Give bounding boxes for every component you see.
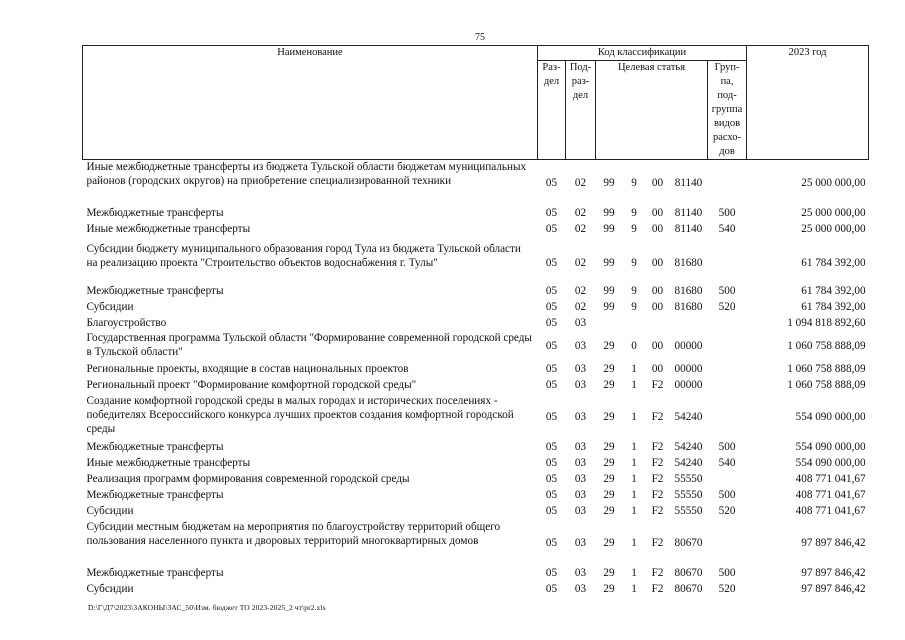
row-article-program: 29: [603, 410, 615, 423]
row-article-event: 00: [651, 362, 664, 375]
row-article-subprogram: 9: [631, 256, 637, 269]
row-amount: 25 000 000,00: [801, 222, 866, 235]
table-row: [83, 520, 869, 566]
table-row: [83, 456, 869, 472]
row-name: Государственная программа Тульской области "Формирование современной городской среды в Тульской области": [86, 331, 532, 358]
row-article-event: F2: [651, 472, 664, 485]
table-row: [83, 488, 869, 504]
row-article-event: F2: [651, 378, 664, 391]
table-row: [83, 316, 869, 331]
row-name: Региональные проекты, входящие в состав национальных проектов: [86, 362, 409, 375]
header-classification: Код классификации: [538, 46, 747, 61]
row-name: Межбюджетные трансферты: [86, 440, 224, 453]
row-amount: 1 060 758 888,09: [787, 362, 866, 375]
row-article-subprogram: [623, 316, 646, 331]
row-expense-group: 540: [718, 456, 736, 469]
row-article-direction: [670, 316, 708, 331]
row-expense-group: 540: [718, 222, 736, 235]
row-article-event: 00: [651, 206, 664, 219]
row-subsection: 03: [574, 582, 587, 595]
row-article-subprogram: 1: [631, 440, 637, 453]
row-subsection: 02: [574, 300, 587, 313]
row-subsection: 03: [574, 504, 587, 517]
row-name: Иные межбюджетные трансферты: [86, 456, 251, 469]
row-expense-group: [708, 160, 747, 206]
row-article-event: F2: [651, 456, 664, 469]
row-section: 05: [545, 316, 558, 329]
row-expense-group: [708, 394, 747, 440]
row-name: Межбюджетные трансферты: [86, 284, 224, 297]
header-expense-group: Груп- па, под- группа видов расхо- дов: [708, 61, 747, 160]
row-article-direction: 54240: [674, 440, 703, 453]
row-article-direction: 00000: [674, 362, 703, 375]
row-amount: 97 897 846,42: [801, 536, 866, 549]
row-amount: 1 060 758 888,09: [787, 378, 866, 391]
row-article-event: 00: [651, 222, 664, 235]
row-article-direction: 81140: [674, 176, 703, 189]
row-article-program: [596, 316, 623, 331]
row-article-program: 99: [603, 300, 615, 313]
table-row: [83, 504, 869, 520]
row-amount: 25 000 000,00: [801, 206, 866, 219]
row-section: 05: [545, 582, 558, 595]
page-number: 75: [475, 32, 485, 43]
row-name: Иные межбюджетные трансферты из бюджета Тульской области бюджетам муниципальных районов (городских округов) на приобретение специализированной техники: [86, 161, 527, 187]
row-article-subprogram: 1: [631, 488, 637, 501]
row-article-program: 29: [603, 362, 615, 375]
row-subsection: 03: [574, 536, 587, 549]
row-expense-group: 500: [718, 206, 736, 219]
table-row: [83, 440, 869, 456]
row-subsection: 02: [574, 256, 587, 269]
row-article-program: 29: [603, 378, 615, 391]
row-expense-group: [708, 472, 747, 488]
row-section: 05: [545, 410, 558, 423]
row-amount: 25 000 000,00: [801, 176, 866, 189]
row-amount: 61 784 392,00: [801, 256, 866, 269]
row-article-direction: 81680: [674, 284, 703, 297]
row-subsection: 02: [574, 284, 587, 297]
row-subsection: 03: [574, 440, 587, 453]
row-article-subprogram: 1: [631, 378, 637, 391]
row-article-event: 00: [651, 340, 664, 352]
row-amount: 554 090 000,00: [795, 440, 866, 453]
row-amount: 554 090 000,00: [795, 456, 866, 469]
row-section: 05: [545, 340, 558, 352]
row-amount: 61 784 392,00: [801, 284, 866, 297]
row-name: Субсидии местным бюджетам на мероприятия по благоустройству территорий общего пользования населенного пункта и дворовых территорий многоквартирных домов: [86, 520, 501, 547]
row-name: Субсидии бюджету муниципального образования город Тула из бюджета Тульской области на реализацию проекта "Строительство объектов водоснабжения г. Тулы": [86, 242, 521, 269]
budget-table: [82, 45, 869, 598]
row-article-program: 29: [603, 456, 615, 469]
row-subsection: 03: [574, 410, 587, 423]
row-article-direction: 81680: [674, 300, 703, 313]
row-article-event: F2: [651, 536, 664, 549]
row-article-program: 29: [603, 504, 615, 517]
row-article-program: 29: [603, 340, 615, 352]
row-article-event: 00: [651, 284, 664, 297]
row-article-event: 00: [651, 300, 664, 313]
table-header: [83, 46, 869, 160]
row-subsection: 02: [574, 206, 587, 219]
row-section: 05: [545, 300, 558, 313]
row-amount: 97 897 846,42: [801, 566, 866, 579]
row-article-direction: 55550: [674, 472, 703, 485]
row-name: Иные межбюджетные трансферты: [86, 222, 251, 235]
row-subsection: 03: [574, 316, 587, 329]
table-row: [83, 300, 869, 316]
row-article-event: F2: [651, 410, 664, 423]
row-article-program: 99: [603, 284, 615, 297]
row-article-event: F2: [651, 566, 664, 579]
row-article-subprogram: 1: [631, 504, 637, 517]
table-row: [83, 394, 869, 440]
row-article-subprogram: 9: [631, 176, 637, 189]
row-article-event: F2: [651, 504, 664, 517]
table-row: [83, 566, 869, 582]
row-article-event: 00: [651, 256, 664, 269]
row-section: 05: [545, 504, 558, 517]
row-article-subprogram: 1: [631, 536, 637, 549]
row-article-subprogram: 1: [631, 362, 637, 375]
table-row: [83, 362, 869, 378]
row-name: Субсидии: [86, 504, 134, 517]
header-subsection: Под- раз- дел: [566, 61, 596, 160]
row-article-program: 99: [603, 176, 615, 189]
row-expense-group: 500: [718, 566, 736, 579]
table-row: [83, 206, 869, 222]
table-row: [83, 160, 869, 206]
row-expense-group: 500: [718, 284, 736, 297]
row-expense-group: [708, 378, 747, 394]
row-article-direction: 81140: [674, 206, 703, 219]
row-section: 05: [545, 536, 558, 549]
row-amount: 554 090 000,00: [795, 410, 866, 423]
header-name: Наименование: [83, 46, 538, 160]
row-name: Межбюджетные трансферты: [86, 206, 224, 219]
row-expense-group: [708, 238, 747, 284]
row-article-subprogram: 9: [631, 284, 637, 297]
row-section: 05: [545, 472, 558, 485]
row-name: Субсидии: [86, 582, 134, 595]
header-year: 2023 год: [747, 46, 869, 160]
row-article-program: 29: [603, 536, 615, 549]
header-section: Раз- дел: [538, 61, 566, 160]
row-subsection: 03: [574, 362, 587, 375]
row-amount: 408 771 041,67: [795, 472, 866, 485]
row-section: 05: [545, 456, 558, 469]
row-article-subprogram: 0: [631, 340, 637, 352]
row-article-direction: 81140: [674, 222, 703, 235]
row-name: Благоустройство: [86, 316, 167, 329]
table-body: [83, 160, 869, 598]
table-row: [83, 378, 869, 394]
row-article-direction: 81680: [674, 256, 703, 269]
row-article-direction: 80670: [674, 566, 703, 579]
table-row: [83, 284, 869, 300]
table-row: [83, 472, 869, 488]
row-section: 05: [545, 256, 558, 269]
row-amount: 408 771 041,67: [795, 504, 866, 517]
row-article-program: 29: [603, 488, 615, 501]
row-amount: 1 094 818 892,60: [787, 316, 866, 329]
row-article-direction: 80670: [674, 536, 703, 549]
row-section: 05: [545, 206, 558, 219]
row-expense-group: 500: [718, 440, 736, 453]
row-article-program: 29: [603, 566, 615, 579]
row-expense-group: [708, 520, 747, 566]
row-article-direction: 55550: [674, 488, 703, 501]
row-amount: 1 060 758 888,09: [787, 340, 866, 352]
table-row: [83, 582, 869, 598]
row-article-subprogram: 9: [631, 206, 637, 219]
row-expense-group: 520: [718, 582, 736, 595]
row-article-direction: 80670: [674, 582, 703, 595]
row-article-program: 99: [603, 206, 615, 219]
row-article-event: F2: [651, 488, 664, 501]
row-name: Межбюджетные трансферты: [86, 566, 224, 579]
row-article-subprogram: 9: [631, 300, 637, 313]
row-article-event: F2: [651, 440, 664, 453]
row-name: Региональный проект "Формирование комфортной городской среды": [86, 378, 417, 391]
row-article-direction: 00000: [674, 340, 703, 352]
row-article-event: [646, 316, 670, 331]
row-expense-group: 520: [718, 300, 736, 313]
row-article-subprogram: 1: [631, 566, 637, 579]
row-name: Субсидии: [86, 300, 134, 313]
row-subsection: 03: [574, 456, 587, 469]
row-subsection: 03: [574, 378, 587, 391]
row-article-program: 29: [603, 472, 615, 485]
row-section: 05: [545, 378, 558, 391]
row-name: Создание комфортной городской среды в малых городах и исторических поселениях - победителях Всероссийского конкурса лучших проектов создания комфортной городской среды: [86, 394, 514, 435]
row-article-direction: 54240: [674, 456, 703, 469]
row-amount: 408 771 041,67: [795, 488, 866, 501]
row-expense-group: 500: [718, 488, 736, 501]
row-subsection: 03: [574, 340, 587, 352]
row-article-event: 00: [651, 176, 664, 189]
row-expense-group: [708, 316, 747, 331]
row-article-program: 29: [603, 440, 615, 453]
row-article-program: 29: [603, 582, 615, 595]
row-subsection: 02: [574, 176, 587, 189]
row-article-direction: 00000: [674, 378, 703, 391]
row-subsection: 03: [574, 488, 587, 501]
row-article-subprogram: 1: [631, 582, 637, 595]
row-amount: 61 784 392,00: [801, 300, 866, 313]
row-subsection: 02: [574, 222, 587, 235]
row-article-subprogram: 1: [631, 472, 637, 485]
row-expense-group: [708, 362, 747, 378]
row-section: 05: [545, 488, 558, 501]
header-target-article: Целевая статья: [596, 61, 708, 160]
row-section: 05: [545, 566, 558, 579]
row-article-subprogram: 1: [631, 410, 637, 423]
row-section: 05: [545, 362, 558, 375]
row-subsection: 03: [574, 472, 587, 485]
file-path-footer: D:\Г\Д7\2023\ЗАКОНЫ\ЗАС_50\Изм. бюджет ТО 2023-2025_2 чт\pr2.xls: [88, 603, 326, 612]
row-expense-group: [708, 331, 747, 362]
row-name: Межбюджетные трансферты: [86, 488, 224, 501]
row-article-subprogram: 1: [631, 456, 637, 469]
table-row: [83, 238, 869, 284]
row-article-program: 99: [603, 256, 615, 269]
table-row: [83, 331, 869, 362]
table-row: [83, 222, 869, 238]
row-name: Реализация программ формирования современной городской среды: [86, 472, 410, 485]
row-section: 05: [545, 440, 558, 453]
row-amount: 97 897 846,42: [801, 582, 866, 595]
row-article-event: F2: [651, 582, 664, 595]
row-section: 05: [545, 222, 558, 235]
row-article-direction: 55550: [674, 504, 703, 517]
row-section: 05: [545, 176, 558, 189]
row-article-program: 99: [603, 222, 615, 235]
row-subsection: 03: [574, 566, 587, 579]
row-expense-group: 520: [718, 504, 736, 517]
row-article-direction: 54240: [674, 410, 703, 423]
row-section: 05: [545, 284, 558, 297]
row-article-subprogram: 9: [631, 222, 637, 235]
